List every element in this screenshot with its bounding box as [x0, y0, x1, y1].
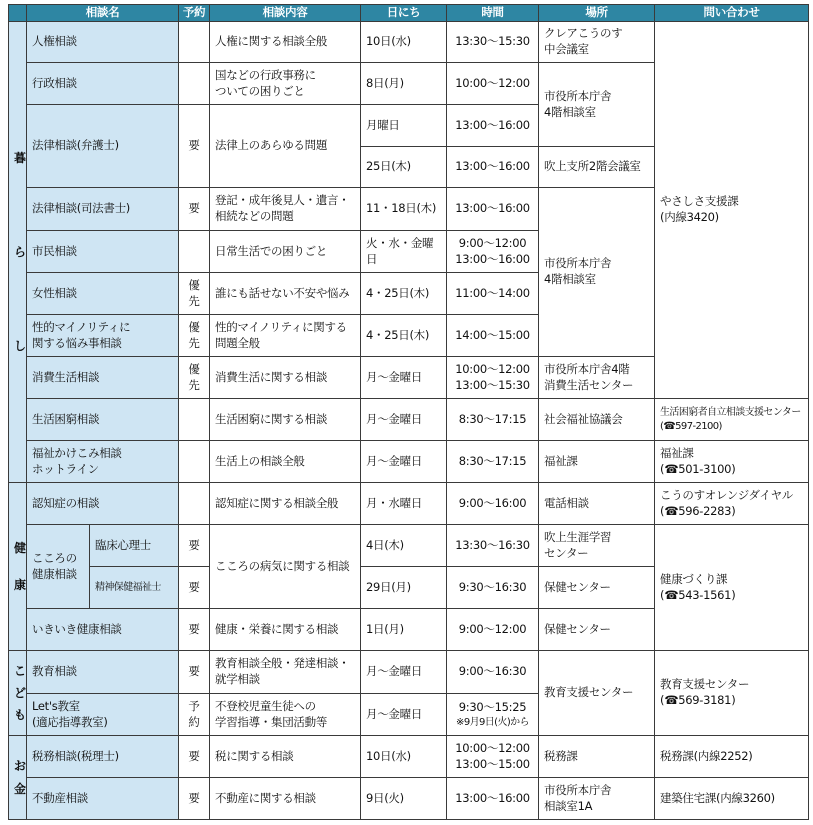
table-row: 精神保健福祉士 要 29日(月) 9:30～16:30 保健センター — [9, 567, 809, 609]
table-row: 消費生活相談 優先 消費生活に関する相談 月～金曜日 10:00～12:00 13:00～15:30 市役所本庁舎4階 消費生活センター — [9, 357, 809, 399]
header-time: 時間 — [447, 5, 539, 22]
contact-yasashisa: やさしさ支援課 (内線3420) — [655, 22, 809, 399]
header-name: 相談名 — [27, 5, 179, 22]
consultation-schedule-table — [8, 4, 809, 820]
table-row: 法律相談(司法書士) 要 登記・成年後見人・遺言・ 相続などの問題 11・18日(木) 13:00～16:00 市役所本庁舎 4階相談室 — [9, 188, 809, 231]
table-row: 市民相談 日常生活での困りごと 火・水・金曜日 9:00～12:00 13:00～16:00 — [9, 231, 809, 273]
table-row: こ ど も 教育相談 要 教育相談全般・発達相談・ 就学相談 月～金曜日 9:00～16:30 教育支援センター 教育支援センター (☎569-3181) — [9, 651, 809, 694]
category-kids: こ ど も — [9, 651, 27, 736]
table-row: 健 康 認知症の相談 認知症に関する相談全般 月・水曜日 9:00～16:00 電話相談 こうのすオレンジダイヤル (☎596-2283) — [9, 483, 809, 525]
header-date: 日にち — [361, 5, 447, 22]
table-row: いきいき健康相談 要 健康・栄養に関する相談 1日(月) 9:00～12:00 保健センター — [9, 609, 809, 651]
category-health: 健 康 — [9, 483, 27, 651]
table-row: 不動産相談 要 不動産に関する相談 9日(火) 13:00～16:00 市役所本庁舎 相談室1A 建築住宅課(内線3260) — [9, 778, 809, 820]
header-place: 場所 — [539, 5, 655, 22]
table-row: こころの 健康相談 臨床心理士 要 こころの病気に関する相談 4日(木) 13:30～16:30 吹上生涯学習 センター 健康づくり課 (☎543-1561) — [9, 525, 809, 567]
header-reservation: 予約 — [179, 5, 210, 22]
table-row: 福祉かけこみ相談 ホットライン 生活上の相談全般 月～金曜日 8:30～17:15 福祉課 福祉課 (☎501-3100) — [9, 441, 809, 483]
table-row: Let's教室 (適応指導教室) 予約 不登校児童生徒への 学習指導・集団活動等 月～金曜日 9:30～15:25 ※9月9日(火)から — [9, 694, 809, 736]
category-money: お 金 — [9, 736, 27, 820]
table-row: 暮 ら し 人権相談 人権に関する相談全般 10日(水) 13:30～15:30 クレアこうのす 中会議室 やさしさ支援課 (内線3420) — [9, 22, 809, 63]
table-row: 25日(木) 13:00～16:00 吹上支所2階会議室 — [9, 147, 809, 188]
table-row: 法律相談(弁護士) 要 法律上のあらゆる問題 月曜日 13:00～16:00 — [9, 105, 809, 147]
table-row: 女性相談 優先 誰にも話せない不安や悩み 4・25日(木) 11:00～14:00 — [9, 273, 809, 315]
header-contact: 問い合わせ — [655, 5, 809, 22]
header-row — [9, 5, 809, 22]
table-row: 性的マイノリティに 関する悩み事相談 優先 性的マイノリティに関する 問題全般 4・25日(木) 14:00～15:00 — [9, 315, 809, 357]
header-content: 相談内容 — [210, 5, 361, 22]
table-row: お 金 税務相談(税理士) 要 税に関する相談 10日(水) 10:00～12:00 13:00～15:00 税務課 税務課(内線2252) — [9, 736, 809, 778]
category-life: 暮 ら し — [9, 22, 27, 483]
table-row: 生活困窮相談 生活困窮に関する相談 月～金曜日 8:30～17:15 社会福祉協議会 生活困窮者自立相談支援センター (☎597-2100) — [9, 399, 809, 441]
table-row: 行政相談 国などの行政事務に ついての困りごと 8日(月) 10:00～12:00 市役所本庁舎 4階相談室 — [9, 63, 809, 105]
